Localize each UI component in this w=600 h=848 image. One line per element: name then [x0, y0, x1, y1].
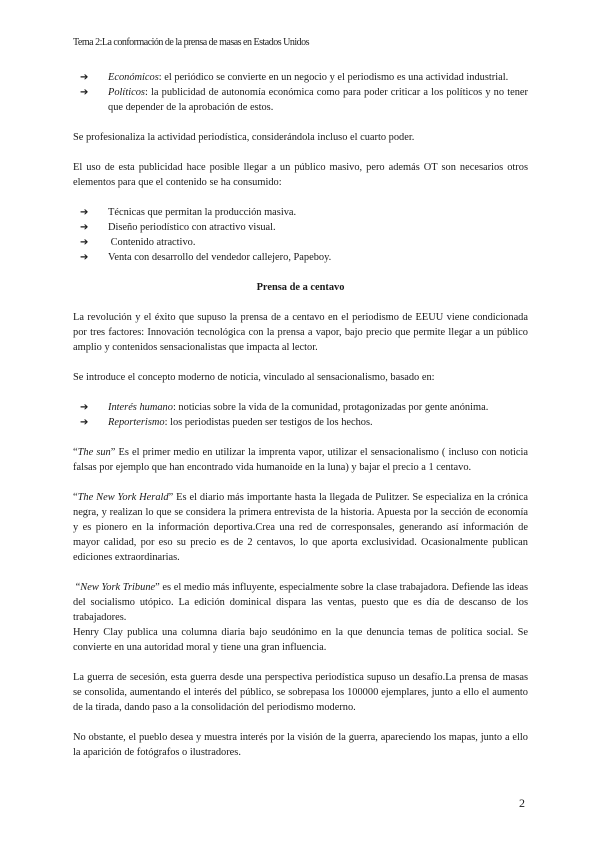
list-item	[73, 205, 528, 220]
factors-list	[73, 70, 528, 115]
arrow-bullet-icon: ➔	[80, 87, 89, 98]
page-body	[73, 70, 528, 760]
paragraph-noticia: Se introduce el concepto moderno de noticia, vinculado al sensacionalismo, basado en:	[73, 372, 435, 383]
list-text: Contenido atractivo.	[108, 237, 196, 248]
paragraph-publicidad: El uso de esta publicidad hace posible llegar a un público masivo, pero además OT son necesarios otros elementos para que el contenido se ha consumido:	[73, 162, 528, 188]
paragraph-clay: Henry Clay publica una columna diaria bajo seudónimo en la que denuncia temas de política social. Se convierte en una autoridad moral y tiene una gran influencia.	[73, 627, 528, 653]
list-text: : los periodistas pueden ser testigos de los hechos.	[164, 417, 373, 428]
arrow-bullet-icon: ➔	[80, 402, 89, 413]
quote-mark: “	[73, 492, 78, 503]
arrow-bullet-icon: ➔	[80, 207, 89, 218]
arrow-bullet-icon: ➔	[80, 237, 89, 248]
list-term: Interés humano	[108, 402, 173, 413]
paragraph-guerra: La guerra de secesión, esta guerra desde una perspectiva periodística supuso un desafío.La prensa de masas se consolida, aumentando el interés del público, se sobrepasa los 100000 ejemplares, junto a ello el aumento de la tirada, dando paso a la consolidación del periodismo moderno.	[73, 672, 528, 713]
list-text: Venta con desarrollo del vendedor callejero, Papeboy.	[108, 252, 332, 263]
list-text: : la publicidad de autonomía económica como para poder criticar a los políticos y no tener que depender de la aprobación de estos.	[108, 87, 528, 113]
list-item	[73, 415, 528, 430]
quote-mark: “	[73, 582, 81, 593]
quote-mark: ”	[155, 582, 160, 593]
list-text: Técnicas que permitan la producción masiva.	[108, 207, 297, 218]
paragraph-text: Es el primer medio en utilizar la imprenta vapor, utilizar el sensacionalismo ( incluso con noticia falsas por ejemplo que han encontrado vida humanoide en la luna) y bajar el precio a 1 centavo.	[73, 447, 528, 473]
list-text: : noticias sobre la vida de la comunidad, protagonizadas por gente anónima.	[172, 402, 489, 413]
paragraph-profesionaliza: Se profesionaliza la actividad periodística, considerándola incluso el cuarto poder.	[73, 132, 415, 143]
quote-mark: ”	[110, 447, 116, 458]
arrow-bullet-icon: ➔	[80, 222, 89, 233]
noticia-list	[73, 400, 528, 430]
paragraph-herald	[73, 490, 528, 565]
paragraph-the-sun	[73, 445, 528, 475]
section-heading: Prensa de a centavo	[256, 282, 345, 293]
paragraph-revolucion: La revolución y el éxito que supuso la prensa de a centavo en el periodismo de EEUU viene condicionada por tres factores: Innovación tecnológica con la prensa a vapor, bajo precio que permite llegar a un público amplio y contenidos sensacionalistas que impacta al lector.	[73, 312, 528, 353]
list-item	[73, 220, 528, 235]
list-item	[73, 85, 528, 115]
list-term: Políticos	[108, 87, 145, 98]
list-item	[73, 400, 528, 415]
running-header: Tema 2:La conformación de la prensa de masas en Estados Unidos	[73, 37, 309, 48]
list-item	[73, 235, 528, 250]
list-term: Reporterismo	[108, 417, 165, 428]
list-text: : el periódico se convierte en un negocio y el periodismo es una actividad industrial.	[158, 72, 509, 83]
newspaper-name: The sun	[77, 447, 111, 458]
list-term: Económicos	[108, 72, 159, 83]
paragraph-tribune	[73, 580, 528, 625]
arrow-bullet-icon: ➔	[80, 252, 89, 263]
paragraph-text: es el medio más influyente, especialmente sobre la clase trabajadora. Defiende las ideas del socialismo utópico. La edición dominical dispara las ventas, puesto que es día de descanso de los trabajadores.	[73, 582, 528, 623]
paragraph-text: Es el diario más importante hasta la llegada de Pulitzer. Se especializa en la crónica negra, y realizan lo que se considera la primera entrevista de la historia. Apuesta por la sección de economía y es pionero en la información deportiva.Crea una red de corresponsales, generando así información de mayor calidad, por eso su precio es de 2 centavos, lo que aporta exclusividad. Ocasionalmente publican ediciones extraordinarias.	[73, 492, 528, 563]
quote-mark: “	[73, 447, 78, 458]
paragraph-mapas: No obstante, el pueblo desea y muestra interés por la visión de la guerra, apareciendo los mapas, junto a ello la aparición de fotógrafos o ilustradores.	[73, 732, 528, 758]
newspaper-name: New York Tribune	[80, 582, 156, 593]
elements-list	[73, 205, 528, 265]
newspaper-name: The New York Herald	[77, 492, 169, 503]
quote-mark: ”	[168, 492, 174, 503]
page-number: 2	[519, 796, 525, 810]
list-text: Diseño periodístico con atractivo visual.	[108, 222, 276, 233]
list-item	[73, 70, 528, 85]
list-item	[73, 250, 528, 265]
arrow-bullet-icon: ➔	[80, 417, 89, 428]
arrow-bullet-icon: ➔	[80, 72, 89, 83]
